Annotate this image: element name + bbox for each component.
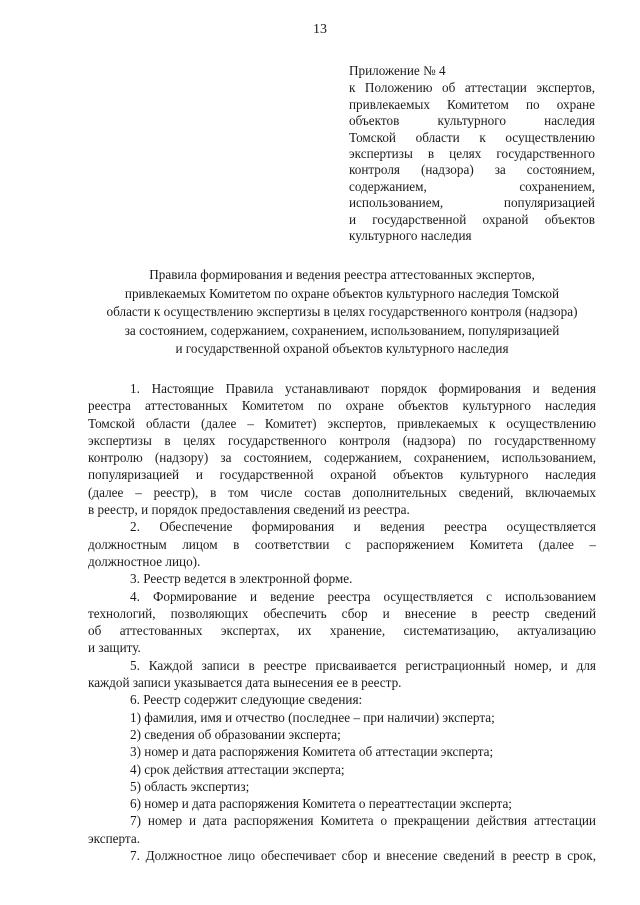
appendix-line: и государственной охраной объектов xyxy=(349,211,595,227)
body-line: 7) номер и дата распоряжения Комитета о прекращении действия аттестации xyxy=(130,813,596,829)
title-line: привлекаемых Комитетом по охране объектов культурного наследия Томской xyxy=(124,285,560,301)
appendix-line: Томской области к осуществлению xyxy=(349,129,595,145)
body-line: 2. Обеспечение формирования и ведения реестра осуществляется xyxy=(130,519,596,535)
title-line: за состоянием, содержанием, сохранением, использованием, популяризацией xyxy=(124,322,560,338)
document-title xyxy=(88,266,596,359)
appendix-line: культурного наследия xyxy=(349,228,472,244)
appendix-line: экспертизы в целях государственного xyxy=(349,146,595,162)
body-line: 7. Должностное лицо обеспечивает сбор и внесение сведений в реестр в срок, xyxy=(130,848,596,864)
body-line: 2) сведения об образовании эксперта; xyxy=(130,726,341,742)
title-line: Правила формирования и ведения реестра аттестованных экспертов, xyxy=(149,267,535,282)
title-line: и государственной охраной объектов культурного наследия xyxy=(175,341,509,357)
appendix-title: Приложение № 4 xyxy=(349,63,446,78)
body-line: 6. Реестр содержит следующие сведения: xyxy=(130,692,363,708)
body-line: 3. Реестр ведется в электронной форме. xyxy=(130,571,353,587)
appendix-block xyxy=(349,63,595,244)
body-line: в реестр, и порядок предоставления сведений из реестра. xyxy=(88,502,410,518)
body-line: Томской области (далее – Комитет) экспертов, привлекаемых к осуществлению xyxy=(88,415,596,431)
document-body xyxy=(88,380,596,864)
body-line: 4) срок действия аттестации эксперта; xyxy=(130,761,345,777)
body-line: экспертизы в целях государственного контроля (надзора) по государственному xyxy=(88,432,596,448)
body-line: должностное лицо). xyxy=(88,553,201,569)
appendix-text xyxy=(349,80,595,244)
body-line: 6) номер и дата распоряжения Комитета о переаттестации эксперта; xyxy=(130,796,512,812)
appendix-line: использованием, популяризацией xyxy=(349,195,595,211)
title-line: области к осуществлению экспертизы в целях государственного контроля (надзора) xyxy=(106,304,578,320)
body-line: технологий, позволяющих обеспечить сбор и внесение в реестр сведений xyxy=(88,605,596,621)
body-line: 4. Формирование и ведение реестра осуществляется с использованием xyxy=(130,588,596,604)
body-line: 3) номер и дата распоряжения Комитета об аттестации эксперта; xyxy=(130,744,494,760)
appendix-line: к Положению об аттестации экспертов, xyxy=(349,80,595,96)
body-line: 1. Настоящие Правила устанавливают порядок формирования и ведения xyxy=(130,381,596,396)
body-line: реестра аттестованных Комитетом по охране объектов культурного наследия xyxy=(88,398,596,414)
body-line: (далее – реестр), в том числе состав дополнительных сведений, включаемых xyxy=(88,484,596,500)
page-number: 13 xyxy=(313,22,327,37)
body-line: и защиту. xyxy=(88,640,141,656)
appendix-line: привлекаемых Комитетом по охране xyxy=(349,96,595,112)
body-line: эксперта. xyxy=(88,830,140,846)
appendix-line: контроля (надзора) за состоянием, xyxy=(349,162,595,178)
body-line: 5) область экспертиз; xyxy=(130,778,250,794)
body-line: популяризацией и государственной охраной объектов культурного наследия xyxy=(88,467,596,483)
appendix-line: содержанием, сохранением, xyxy=(349,178,595,194)
body-line: 1) фамилия, имя и отчество (последнее – при наличии) эксперта; xyxy=(130,709,495,725)
body-line: должностным лицом в соответствии с распоряжением Комитета (далее – xyxy=(88,536,596,552)
body-line: об аттестованных экспертах, их хранение, систематизацию, актуализацию xyxy=(88,623,596,639)
body-line: каждой записи указывается дата вынесения ее в реестр. xyxy=(88,675,402,691)
body-line: 5. Каждой записи в реестре присваивается регистрационный номер, и для xyxy=(130,657,596,673)
appendix-line: объектов культурного наследия xyxy=(349,113,595,129)
body-line: контролю (надзору) за состоянием, содержанием, сохранением, использованием, xyxy=(88,450,596,466)
